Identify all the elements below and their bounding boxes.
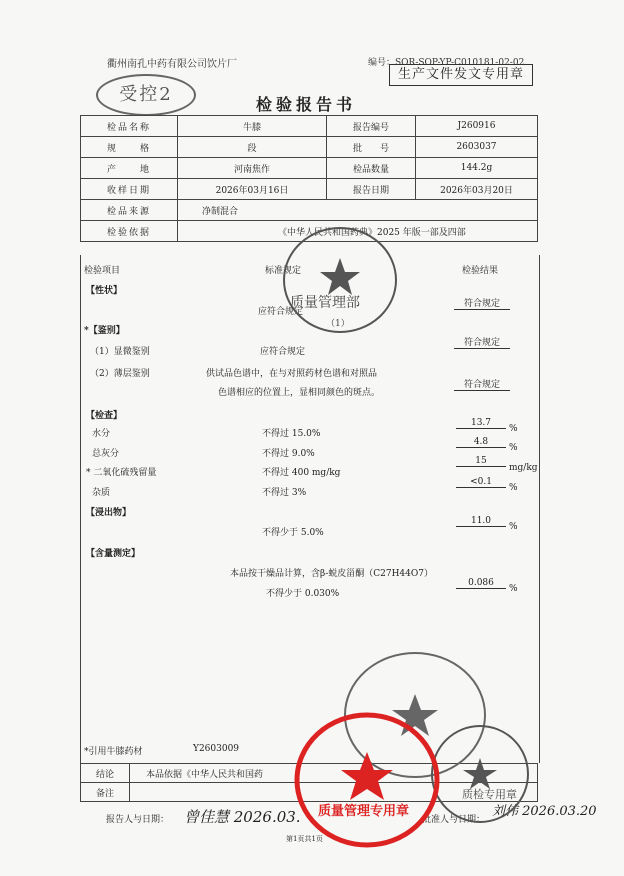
result-value: 4.8 (456, 437, 506, 448)
info-value: J260916 (416, 116, 538, 137)
info-label: 报告编号 (327, 116, 416, 137)
standard-text: 色谱相应的位置上，显相同颜色的斑点。 (218, 388, 381, 398)
info-row (81, 200, 538, 221)
reference-label: *引用牛膝药材 (84, 747, 143, 757)
result-unit: % (509, 483, 518, 493)
result-unit: % (509, 424, 518, 434)
basis-label: 检验依据 (81, 221, 178, 242)
standard-text: 供试品色谱中，在与对照药材色谱和对照品 (206, 369, 378, 379)
info-label: 批 号 (327, 137, 416, 158)
info-value: 牛膝 (178, 116, 327, 137)
reporter-label: 报告人与日期： (106, 815, 170, 825)
red-seal (292, 710, 442, 850)
result-value: 符合规定 (454, 335, 510, 349)
info-label: 报告日期 (327, 179, 416, 200)
result-value: <0.1 (456, 477, 506, 488)
info-row (81, 137, 538, 158)
basis-value: 《中华人民共和国药典》2025 年版一部及四部 (178, 221, 538, 242)
info-label: 规 格 (81, 137, 178, 158)
reporter-signature: 曾佳慧 2026.03. (184, 808, 301, 826)
info-value: 2026年03月20日 (416, 179, 538, 200)
info-row (81, 116, 538, 137)
red-seal-center: 质量管理专用章 (318, 804, 410, 819)
page-title: 检验报告书 (256, 95, 357, 114)
standard-text: 不得过 400 mg/kg (262, 468, 341, 478)
standard-text: 不得过 9.0% (262, 449, 315, 459)
section-title: 【性状】 (86, 286, 123, 296)
section-title: 【浸出物】 (86, 508, 132, 518)
company-name: 衢州南孔中药有限公司饮片厂 (107, 59, 237, 70)
result-unit: % (509, 522, 518, 532)
info-label: 检品数量 (327, 158, 416, 179)
section-title: *【鉴别】 (84, 326, 125, 336)
controlled-copy-stamp: 受控2 (96, 74, 196, 116)
result-value: 11.0 (456, 516, 506, 527)
result-value: 符合规定 (454, 296, 510, 310)
item-name: 杂质 (92, 488, 111, 498)
result-unit: % (509, 584, 518, 594)
result-value: 0.086 (456, 578, 506, 589)
item-name: 总灰分 (92, 449, 120, 459)
approver-label: 批准人与日期： (422, 815, 486, 825)
reference-value: Y2603009 (193, 744, 240, 754)
col-item: 检验项目 (84, 266, 121, 276)
result-value: 15 (456, 456, 506, 467)
production-doc-stamp: 生产文件发文专用章 (389, 64, 533, 86)
col-result: 检验结果 (462, 266, 499, 276)
section-title: 【含量测定】 (86, 549, 141, 559)
result-unit: mg/kg (509, 463, 538, 473)
info-row (81, 158, 538, 179)
item-name: （2）薄层鉴别 (90, 369, 150, 379)
info-row (81, 179, 538, 200)
standard-text: 不得过 15.0% (262, 429, 321, 439)
info-table (80, 115, 538, 242)
right-gray-seal (428, 722, 532, 826)
info-value: 河南焦作 (178, 158, 327, 179)
standard-text: 不得少于 0.030% (266, 589, 340, 599)
info-label: 收样日期 (81, 179, 178, 200)
info-value: 段 (178, 137, 327, 158)
page-number: 第1页共1页 (286, 835, 323, 843)
item-name: * 二氧化硫残留量 (86, 468, 157, 478)
standard-text: 不得过 3% (262, 488, 307, 498)
conclusion-text: 本品依据《中华人民共和国药 (130, 764, 538, 783)
qa-seal-center: 质量管理部 (290, 295, 360, 311)
conclusion-label: 结论 (81, 764, 130, 783)
qa-seal-num: （1） (326, 319, 350, 329)
result-value: 符合规定 (454, 377, 510, 391)
item-name: 水分 (92, 429, 111, 439)
info-label: 产 地 (81, 158, 178, 179)
info-value: 144.2g (416, 158, 538, 179)
standard-text: 应符合规定 (260, 347, 306, 357)
info-label: 检品名称 (81, 116, 178, 137)
item-name: （1）显微鉴别 (90, 347, 150, 357)
info-value: 2603037 (416, 137, 538, 158)
standard-text: 本品按干燥品计算，含β-蜕皮甾酮（C27H44O7） (230, 569, 433, 579)
result-value: 13.7 (456, 418, 506, 429)
col-standard: 标准规定 (265, 266, 302, 276)
source-label: 检品来源 (81, 200, 178, 221)
standard-text: 应符合规定 (258, 307, 304, 317)
info-value: 2026年03月16日 (178, 179, 327, 200)
note-label: 备注 (81, 783, 130, 802)
document-code: 编号：SOR-SOP-YP-C010181-02-02 (368, 58, 525, 68)
source-value: 净制混合 (178, 200, 538, 221)
section-title: 【检查】 (86, 411, 123, 421)
result-unit: % (509, 443, 518, 453)
standard-text: 不得少于 5.0% (262, 528, 324, 538)
approver-signature: 刘伟 2026.03.20 (492, 804, 597, 819)
right-seal-center: 质检专用章 (462, 788, 517, 801)
